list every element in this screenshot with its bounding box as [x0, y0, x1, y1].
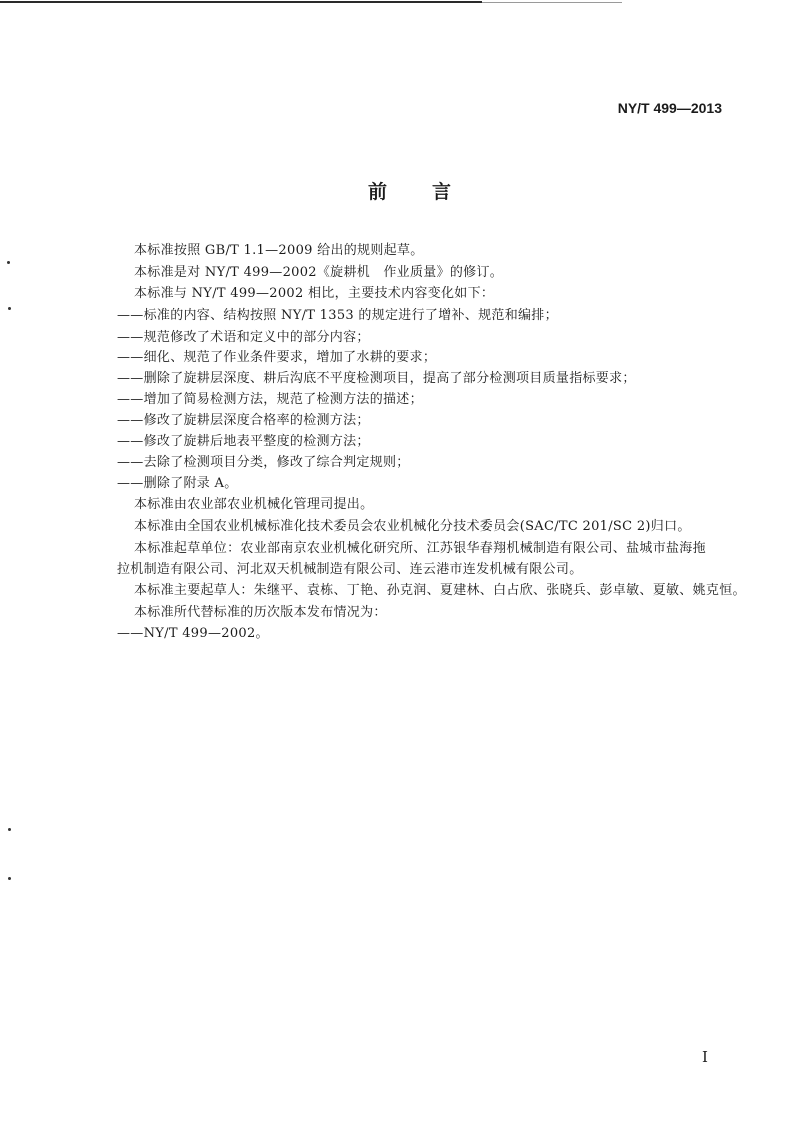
preface-paragraph-changes-intro: 本标准与 NY/T 499—2002 相比，主要技术内容变化如下： [134, 286, 495, 301]
scan-top-edge [0, 1, 482, 3]
preface-paragraph-history-intro: 本标准所代替标准的历次版本发布情况为： [134, 605, 387, 620]
preface-paragraph-revision: 本标准是对 NY/T 499—2002《旋耕机 作业质量》的修订。 [134, 265, 504, 280]
preface-paragraph-centralizer: 本标准由全国农业机械标准化技术委员会农业机械化分技术委员会(SAC/TC 201/SC 2)归口。 [134, 519, 691, 534]
preface-paragraph-drafters: 本标准主要起草人：朱继平、袁栋、丁艳、孙克润、夏建林、白占欣、张晓兵、彭卓敏、夏敏、姚克恒。 [134, 583, 746, 598]
change-list-item: ——规范修改了术语和定义中的部分内容； [117, 330, 370, 345]
preface-paragraph-drafting-units-continued: 拉机制造有限公司、河北双天机械制造有限公司、连云港市连发机械有限公司。 [117, 562, 583, 577]
preface-paragraph-proposer: 本标准由农业部农业机械化管理司提出。 [134, 497, 374, 512]
scan-speck [8, 307, 11, 310]
standard-code-header: NY/T 499—2013 [617, 100, 722, 116]
change-list-item: ——细化、规范了作业条件要求，增加了水耕的要求； [117, 350, 437, 365]
change-list-item: ——修改了旋耕层深度合格率的检测方法； [117, 413, 370, 428]
scan-speck [8, 877, 11, 880]
page-number: I [702, 1048, 708, 1066]
scan-speck [7, 261, 10, 264]
change-list-item: ——修改了旋耕后地表平整度的检测方法； [117, 434, 370, 449]
page-title: 前言 [368, 181, 497, 203]
preface-paragraph-drafting-units: 本标准起草单位：农业部南京农业机械化研究所、江苏银华春翔机械制造有限公司、盐城市盐海拖 [134, 541, 706, 556]
change-list-item: ——删除了附录 A。 [117, 476, 238, 491]
history-list-item: ——NY/T 499—2002。 [117, 626, 269, 641]
scan-speck [8, 828, 11, 831]
change-list-item: ——增加了简易检测方法，规范了检测方法的描述； [117, 392, 423, 407]
scan-top-edge-faint [482, 2, 622, 3]
change-list-item: ——删除了旋耕层深度、耕后沟底不平度检测项目，提高了部分检测项目质量指标要求； [117, 371, 636, 386]
preface-paragraph-drafting-rules: 本标准按照 GB/T 1.1—2009 给出的规则起草。 [134, 243, 424, 258]
change-list-item: ——去除了检测项目分类，修改了综合判定规则； [117, 455, 410, 470]
change-list-item: ——标准的内容、结构按照 NY/T 1353 的规定进行了增补、规范和编排； [117, 308, 558, 323]
